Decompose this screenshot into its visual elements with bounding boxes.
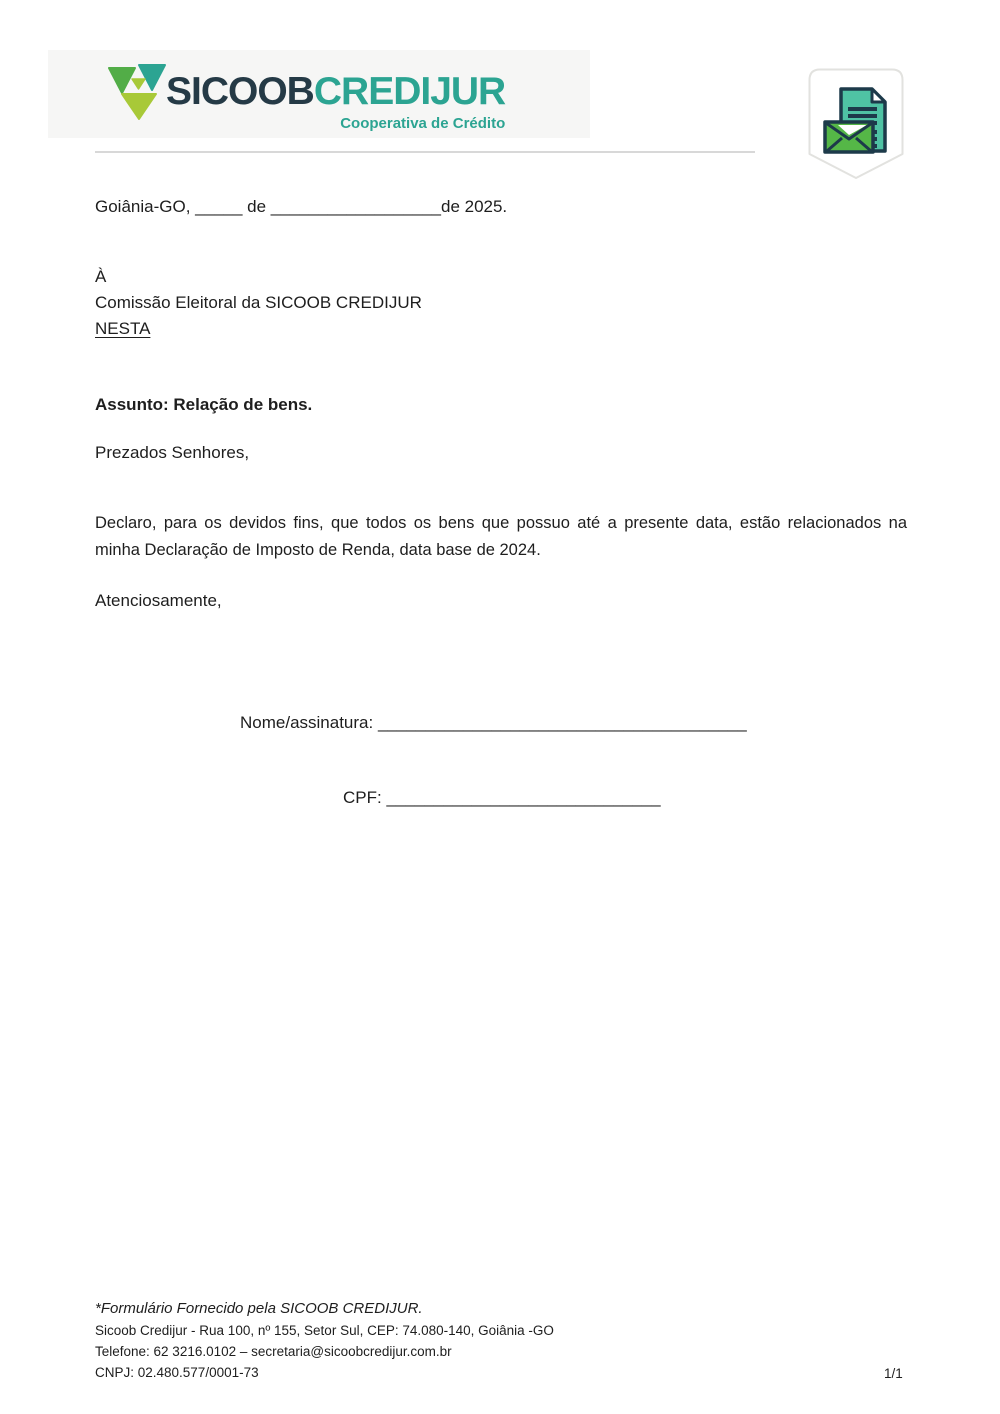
page-number: 1/1 xyxy=(884,1366,903,1381)
greeting-line: Prezados Senhores, xyxy=(95,443,250,462)
sicoob-logo-chevron-icon xyxy=(108,63,166,121)
credijur-wordmark: CREDIJUR xyxy=(313,70,506,113)
brand-wordmark xyxy=(166,70,505,132)
addressee-salutation: À xyxy=(95,267,107,286)
signature-label: Nome/assinatura: xyxy=(240,713,378,732)
addressee-city: NESTA xyxy=(95,319,151,338)
brand-tagline: Cooperativa de Crédito xyxy=(340,115,506,132)
date-connector: de xyxy=(242,197,271,216)
date-line xyxy=(95,194,507,220)
cpf-line xyxy=(343,785,661,811)
header-divider xyxy=(95,151,755,153)
cpf-blank[interactable]: _____________________________ xyxy=(386,788,661,807)
date-day-blank[interactable]: _____ xyxy=(195,197,243,216)
cpf-label: CPF: xyxy=(343,788,387,807)
date-prefix: Goiânia-GO, xyxy=(95,197,196,216)
footer-phone-email: Telefone: 62 3216.0102 – secretaria@sicoobcredijur.com.br xyxy=(95,1344,452,1359)
addressee-block xyxy=(95,264,422,342)
subject-line: Assunto: Relação de bens. xyxy=(95,395,313,414)
date-suffix: de 2025. xyxy=(440,197,508,216)
closing-line: Atenciosamente, xyxy=(95,591,222,610)
sicoob-wordmark: SICOOB xyxy=(166,70,314,113)
footer-cnpj: CNPJ: 02.480.577/0001-73 xyxy=(95,1365,259,1380)
bookmark-badge xyxy=(808,68,904,180)
date-month-blank[interactable]: __________________ xyxy=(270,197,441,216)
signature-blank[interactable]: _______________________________________ xyxy=(377,713,747,732)
footer-note: *Formulário Fornecido pela SICOOB CREDIJUR. xyxy=(95,1300,423,1317)
footer xyxy=(95,1297,554,1383)
footer-address: Sicoob Credijur - Rua 100, nº 155, Setor Sul, CEP: 74.080-140, Goiânia -GO xyxy=(95,1323,554,1338)
addressee-line: Comissão Eleitoral da SICOOB CREDIJUR xyxy=(95,293,422,312)
body-paragraph: Declaro, para os devidos fins, que todos os bens que possuo até a presente data, estão relacionados na minha Declaração de Imposto de Renda, data base de 2024. xyxy=(95,514,907,559)
signature-line xyxy=(240,710,747,736)
